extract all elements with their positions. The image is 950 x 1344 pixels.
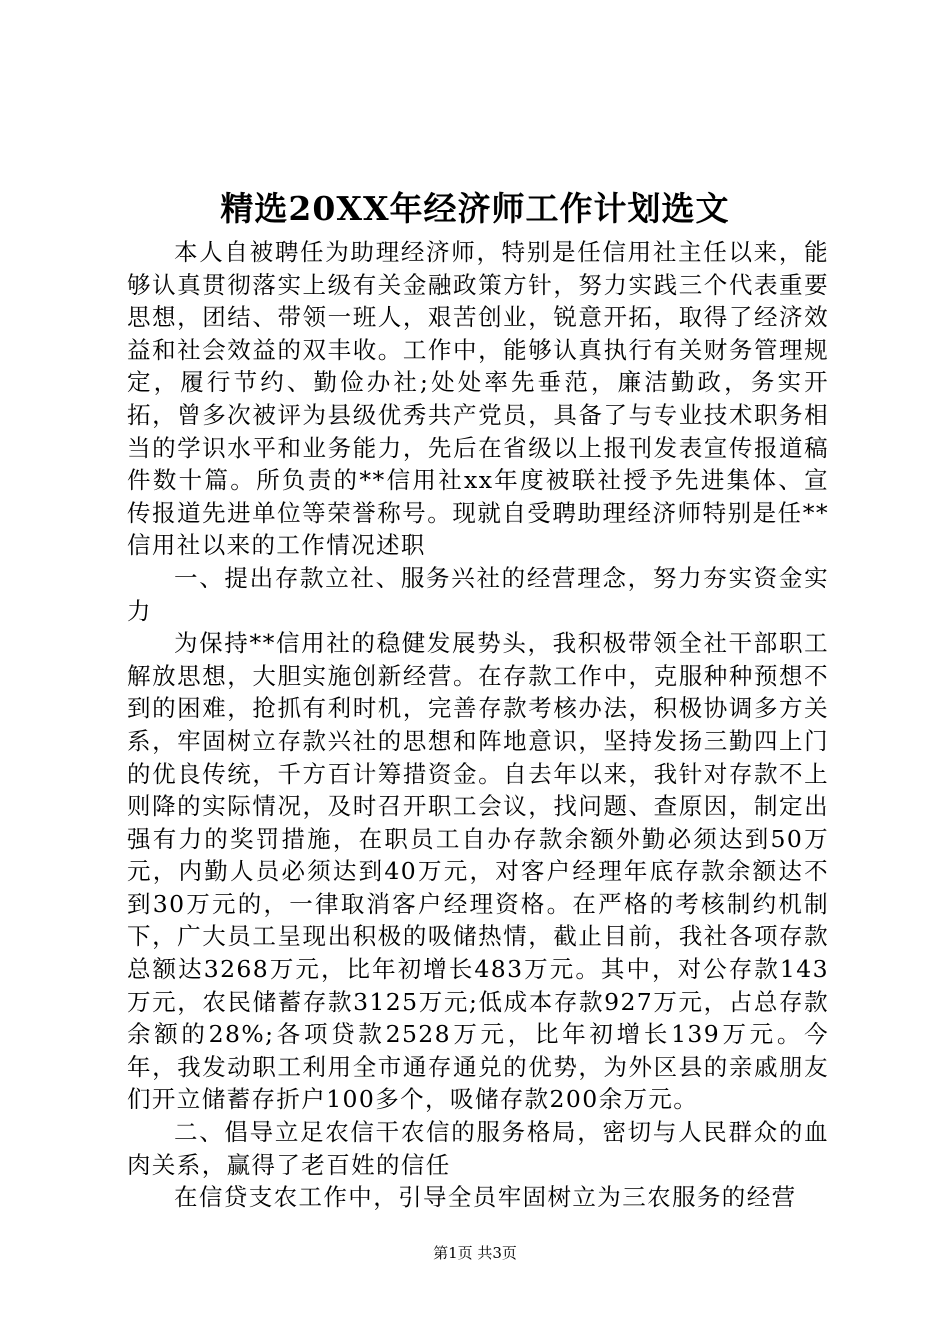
paragraph-credit: 在信贷支农工作中，引导全员牢固树立为三农服务的经营	[174, 1183, 797, 1212]
paragraph-deposits: 为保持**信用社的稳健发展势头，我积极带领全社干部职工解放思想，大胆实施创新经营。在存款工作中，克服种种预想不到的困难，抢抓有利时机，完善存款考核办法，积极协调多方关系，牢固树立存款兴社的思想和阵地意识，坚持发扬三勤四上门的优良传统，千方百计筹措资金。自去年以来，我针对存款不上则降的实际情况，及时召开职工会议，找问题、查原因，制定出强有力的奖罚措施，在职员工自办存款余额外勤必须达到50万元，内勤人员必须达到40万元，对客户经理年底存款余额达不到30万元的，一律取消客户经理资格。在严格的考核制约机制下，广大员工呈现出积极的吸储热情，截止目前，我社各项存款总额达3268万元，比年初增长483万元。其中，对公存款143万元，农民储蓄存款3125万元;低成本存款927万元，占总存款余额的28%;各项贷款2528万元，比年初增长139万元。今年，我发动职工利用全市通存通兑的优势，为外区县的亲戚朋友们开立储蓄存折户100多个，吸储存款200余万元。	[127, 629, 829, 1114]
document-body	[127, 236, 829, 1214]
document-title: 精选20XX年经济师工作计划选文	[220, 189, 730, 228]
paragraph-intro: 本人自被聘任为助理经济师，特别是任信用社主任以来，能够认真贯彻落实上级有关金融政策方针，努力实践三个代表重要思想，团结、带领一班人，艰苦创业，锐意开拓，取得了经济效益和社会效益的双丰收。工作中，能够认真执行有关财务管理规定，履行节约、勤俭办社;处处率先垂范，廉洁勤政，务实开拓，曾多次被评为县级优秀共产党员，具备了与专业技术职务相当的学识水平和业务能力，先后在省级以上报刊发表宣传报道稿件数十篇。所负责的**信用社xx年度被联社授予先进集体、宣传报道先进单位等荣誉称号。现就自受聘助理经济师特别是任**信用社以来的工作情况述职	[127, 238, 829, 560]
page-number: 第1页 共3页	[433, 1244, 517, 1262]
paragraph-heading-1: 一、提出存款立社、服务兴社的经营理念，努力夯实资金实力	[127, 563, 829, 625]
paragraph-heading-2: 二、倡导立足农信干农信的服务格局，密切与人民群众的血肉关系，赢得了老百姓的信任	[127, 1118, 829, 1179]
